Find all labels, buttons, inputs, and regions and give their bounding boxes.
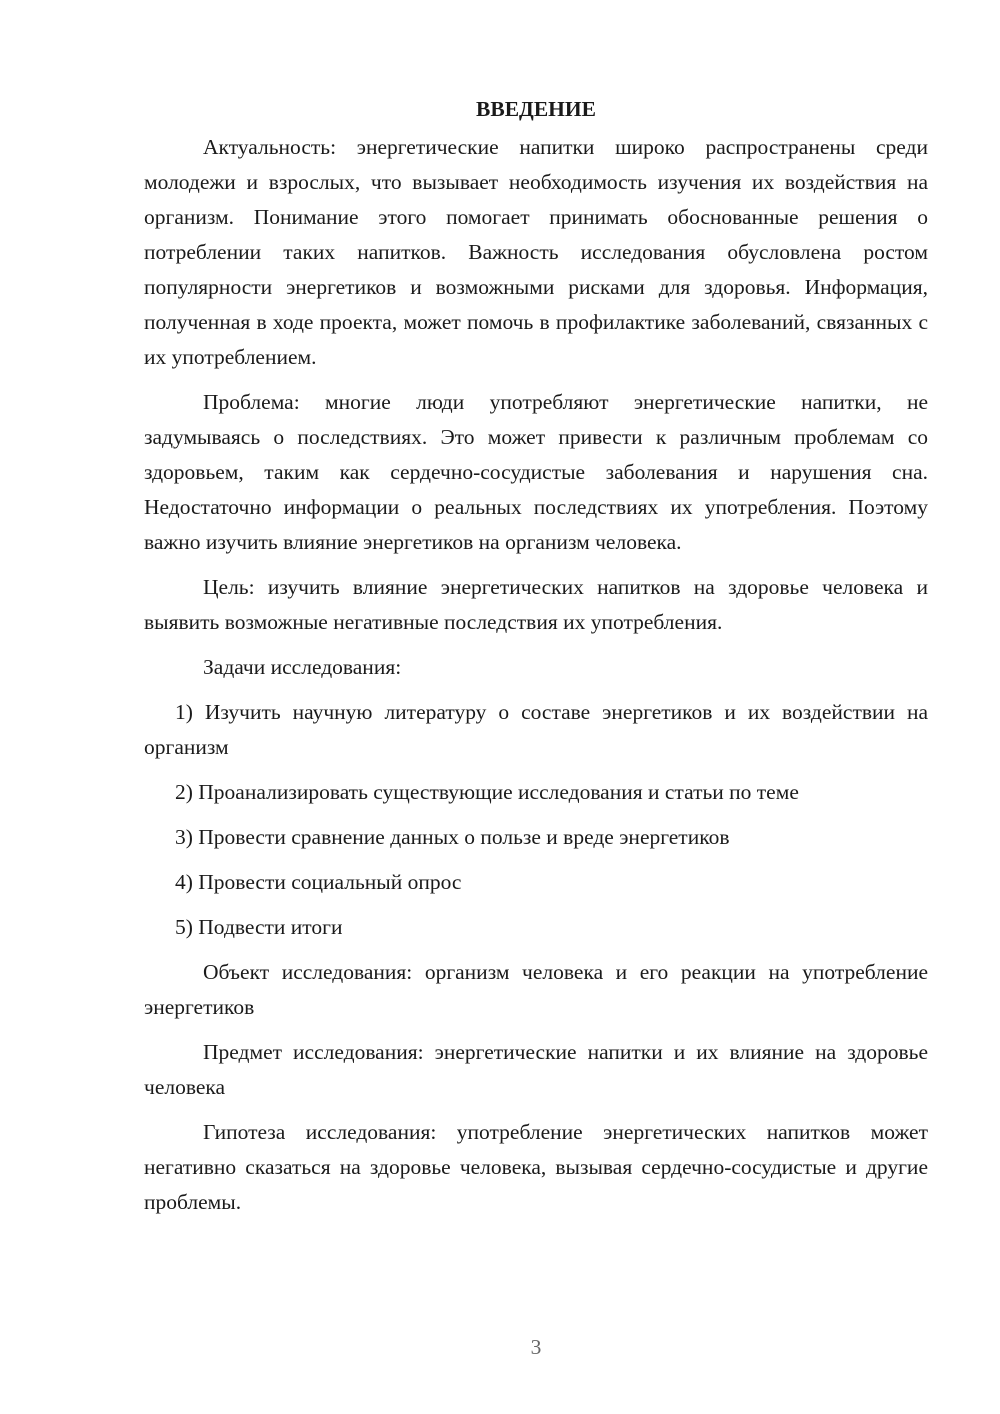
paragraph-hypothesis: Гипотеза исследования: употребление энергетических напитков может негативно сказаться на здоровье человека, вызывая сердечно-сосудистые и другие проблемы. [144, 1120, 928, 1214]
page-number: 3 [530, 1335, 542, 1359]
paragraph-problem: Проблема: многие люди употребляют энергетические напитки, не задумываясь о последствиях. Это может привести к различным проблемам со здоровьем, таким как сердечно-сосудистые заболевания и нарушения сна. Недостаточно информации о реальных последствиях их употребления. Поэтому важно изучить влияние энергетиков на организм человека. [144, 390, 928, 554]
task-item-3: 3) Провести сравнение данных о пользе и вреде энергетиков [175, 825, 730, 849]
paragraph-goal: Цель: изучить влияние энергетических напитков на здоровье человека и выявить возможные негативные последствия их употребления. [144, 575, 928, 634]
paragraph-relevance: Актуальность: энергетические напитки широко распространены среди молодежи и взрослых, что вызывает необходимость изучения их воздействия на организм. Понимание этого помогает принимать обоснованные решения о потреблении таких напитков. Важность исследования обусловлена ростом популярности энергетиков и возможными рисками для здоровья. Информация, полученная в ходе проекта, может помочь в профилактике заболеваний, связанных с их употреблением. [144, 135, 928, 369]
document-body [144, 92, 928, 1230]
task-item-5: 5) Подвести итоги [175, 915, 343, 939]
paragraph-object: Объект исследования: организм человека и его реакции на употребление энергетиков [144, 960, 928, 1019]
page-title: ВВЕДЕНИЕ [476, 97, 596, 121]
paragraph-subject: Предмет исследования: энергетические напитки и их влияние на здоровье человека [144, 1040, 928, 1099]
task-item-2: 2) Проанализировать существующие исследования и статьи по теме [175, 780, 799, 804]
task-item-1: 1) Изучить научную литературу о составе энергетиков и их воздействии на организм [144, 700, 928, 759]
tasks-heading: Задачи исследования: [203, 655, 402, 679]
task-item-4: 4) Провести социальный опрос [175, 870, 462, 894]
